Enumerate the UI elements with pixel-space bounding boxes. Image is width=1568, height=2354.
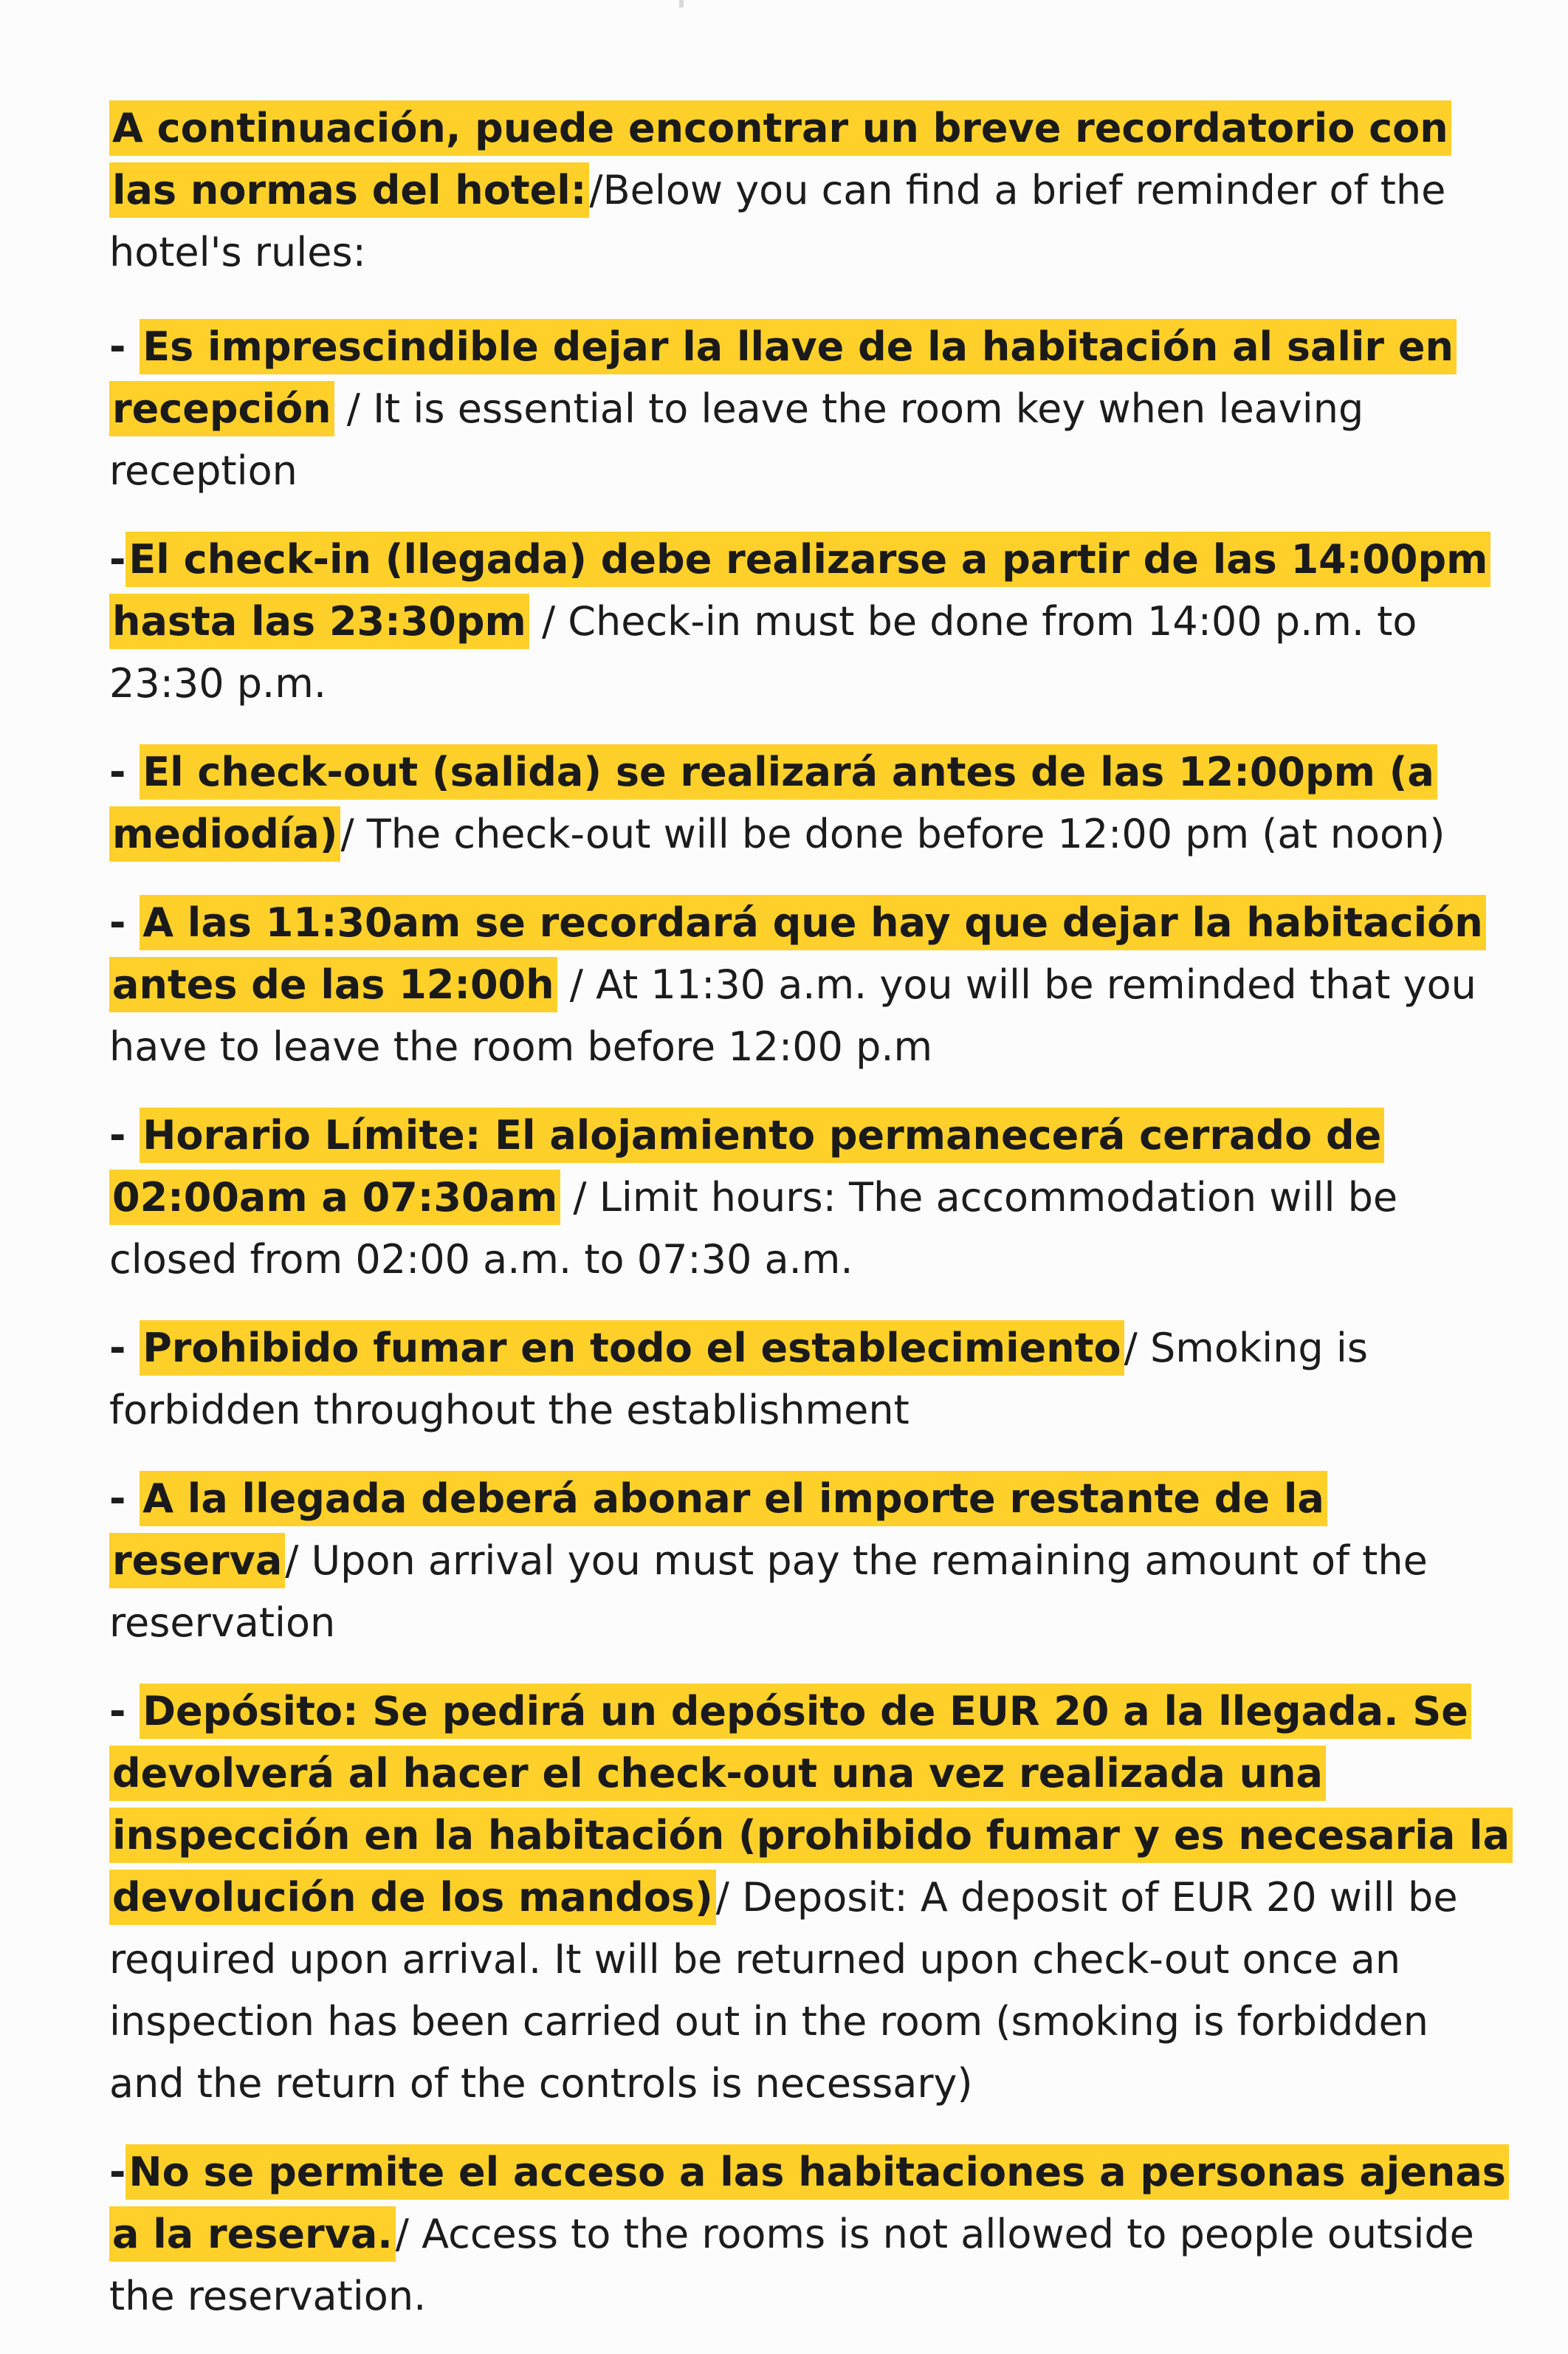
rule-item-room-key bbox=[109, 316, 1512, 502]
rule-bullet: - bbox=[109, 1112, 140, 1159]
rule-item-check-out bbox=[109, 741, 1512, 865]
rule-bullet: - bbox=[109, 1475, 140, 1522]
rule-english-text: / Upon arrival you must pay the remaining amount of the reservation bbox=[109, 1537, 1428, 1646]
rule-spanish-text: A las 11:30am se recordará que hay que dejar la habitación antes de las 12:00h bbox=[109, 895, 1486, 1012]
rule-english-text: / The check-out will be done before 12:00 pm (at noon) bbox=[340, 811, 1445, 857]
rule-bullet: - bbox=[109, 536, 126, 583]
rule-item-limit-hours bbox=[109, 1105, 1512, 1291]
intro-spanish-text: A continuación, puede encontrar un breve recordatorio con las normas del hotel: bbox=[109, 100, 1451, 218]
rule-item-no-smoking bbox=[109, 1317, 1512, 1441]
rule-english-text: / It is essential to leave the room key when leaving reception bbox=[109, 385, 1364, 494]
rule-english-text: / Smoking is forbidden throughout the establishment bbox=[109, 1325, 1368, 1433]
scan-artifact bbox=[679, 0, 684, 7]
rule-bullet: - bbox=[109, 2149, 126, 2195]
intro-paragraph bbox=[109, 97, 1512, 284]
hotel-rules-document bbox=[109, 97, 1512, 2354]
intro-english-text: /Below you can find a brief reminder of the hotel's rules: bbox=[109, 167, 1446, 275]
rule-spanish-text: Horario Límite: El alojamiento permanecerá cerrado de 02:00am a 07:30am bbox=[109, 1108, 1384, 1225]
rule-bullet: - bbox=[109, 899, 140, 946]
rule-spanish-text: Prohibido fumar en todo el establecimiento bbox=[140, 1320, 1124, 1376]
rule-bullet: - bbox=[109, 1325, 140, 1371]
rule-english-text: / At 11:30 a.m. you will be reminded that you have to leave the room before 12:00 p.m bbox=[109, 961, 1476, 1070]
rule-spanish-text: Depósito: Se pedirá un depósito de EUR 20 a la llegada. Se devolverá al hacer el check-out una vez realizada una inspección en la habitación (prohibido fumar y es necesaria la devolución de los mandos) bbox=[109, 1684, 1513, 1925]
rule-bullet: - bbox=[109, 323, 140, 370]
rule-english-text: / Limit hours: The accommodation will be closed from 02:00 a.m. to 07:30 a.m. bbox=[109, 1174, 1398, 1283]
rule-spanish-text: El check-in (llegada) debe realizarse a partir de las 14:00pm hasta las 23:30pm bbox=[109, 532, 1490, 649]
rule-spanish-text: El check-out (salida) se realizará antes de las 12:00pm (a mediodía) bbox=[109, 744, 1437, 862]
rule-item-reminder bbox=[109, 892, 1512, 1078]
rule-item-check-in bbox=[109, 529, 1512, 715]
rule-bullet: - bbox=[109, 749, 140, 795]
rule-english-text: / Access to the rooms is not allowed to people outside the reservation. bbox=[109, 2211, 1474, 2319]
rule-item-access bbox=[109, 2141, 1512, 2327]
rule-item-deposit bbox=[109, 1681, 1512, 2115]
rule-bullet: - bbox=[109, 1688, 140, 1734]
rule-english-text: / Deposit: A deposit of EUR 20 will be required upon arrival. It will be returned upon check-out once an inspection has been carried out in the room (smoking is forbidden and the return of the controls is necessary) bbox=[109, 1874, 1458, 2107]
rule-item-payment bbox=[109, 1468, 1512, 1654]
rule-spanish-text: Es imprescindible dejar la llave de la habitación al salir en recepción bbox=[109, 319, 1457, 436]
rule-english-text: / Check-in must be done from 14:00 p.m. to 23:30 p.m. bbox=[109, 598, 1417, 707]
rule-spanish-text: A la llegada deberá abonar el importe restante de la reserva bbox=[109, 1471, 1327, 1588]
rule-spanish-text: No se permite el acceso a las habitaciones a personas ajenas a la reserva. bbox=[109, 2144, 1509, 2262]
